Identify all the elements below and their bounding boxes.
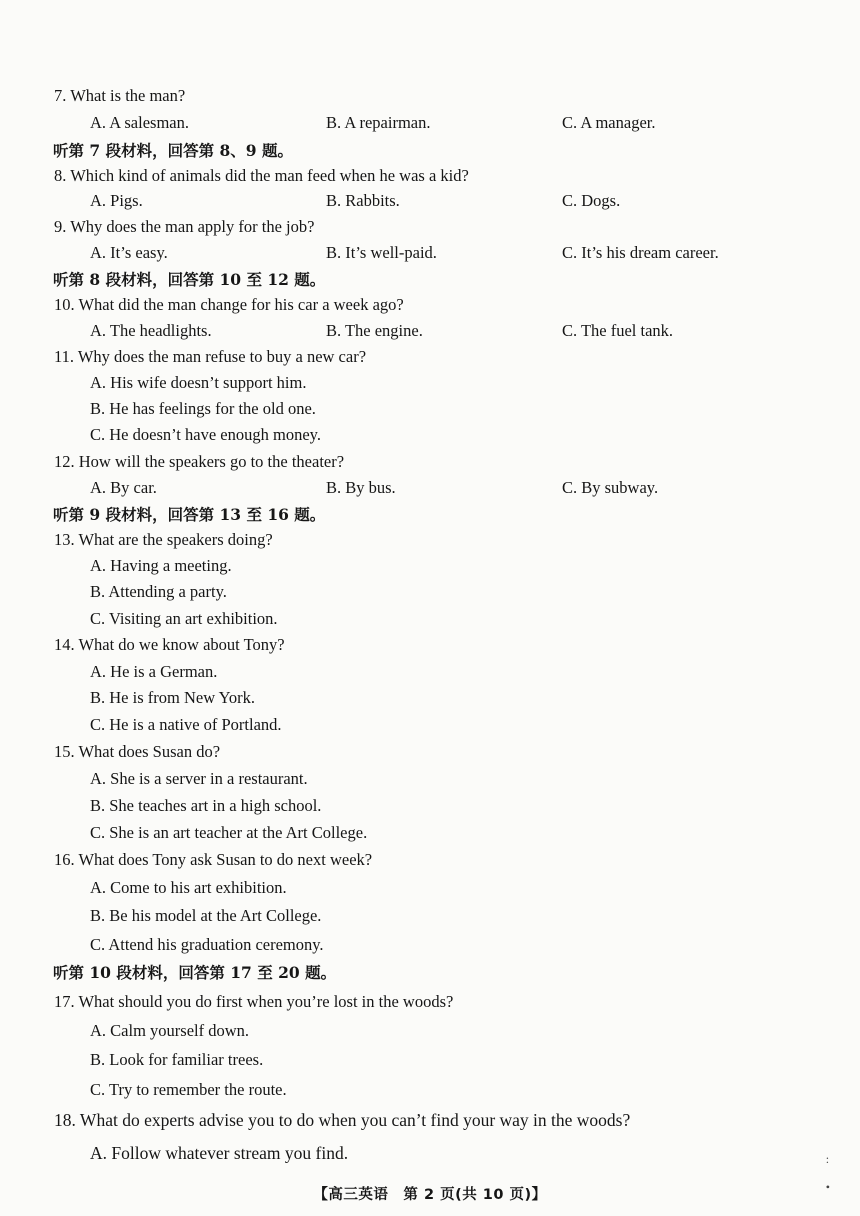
- option-a: A. It’s easy.: [90, 243, 168, 262]
- answer-option: C. Attend his graduation ceremony.: [90, 935, 324, 954]
- answer-option: B. Look for familiar trees.: [90, 1050, 264, 1069]
- question: 10. What did the man change for his car a week ago?: [54, 295, 404, 314]
- question: 7. What is the man?: [54, 86, 186, 105]
- answer-option: B. Attending a party.: [90, 582, 227, 601]
- answer-option: A. His wife doesn’t support him.: [90, 373, 307, 392]
- answer-option: A. Having a meeting.: [90, 556, 232, 575]
- answer-option: C. He is a native of Portland.: [90, 715, 282, 734]
- answer-option: A. He is a German.: [90, 662, 218, 681]
- section-instruction: 听第 8 段材料，回答第 10 至 12 题。: [53, 270, 326, 289]
- answer-option: B. Be his model at the Art College.: [90, 906, 322, 925]
- answer-option: A. Come to his art exhibition.: [90, 878, 287, 897]
- option-a: A. The headlights.: [90, 321, 212, 340]
- question: 13. What are the speakers doing?: [54, 530, 273, 549]
- margin-marks: : •: [825, 1152, 830, 1194]
- section-instruction: 听第 9 段材料，回答第 13 至 16 题。: [53, 505, 326, 524]
- answer-option: A. Follow whatever stream you find.: [90, 1143, 349, 1163]
- answer-option: C. Visiting an art exhibition.: [90, 609, 278, 628]
- option-c: C. The fuel tank.: [562, 321, 674, 340]
- question: 17. What should you do first when you’re lost in the woods?: [54, 992, 454, 1011]
- section-instruction: 听第 10 段材料，回答第 17 至 20 题。: [53, 963, 337, 982]
- question: 9. Why does the man apply for the job?: [54, 217, 315, 236]
- option-b: B. Rabbits.: [326, 191, 400, 210]
- answer-option: B. She teaches art in a high school.: [90, 796, 322, 815]
- question: 14. What do we know about Tony?: [54, 635, 285, 654]
- option-c: C. A manager.: [562, 113, 656, 132]
- option-c: C. Dogs.: [562, 191, 621, 210]
- answer-option: B. He is from New York.: [90, 688, 255, 707]
- answer-option: C. She is an art teacher at the Art College.: [90, 823, 368, 842]
- answer-option: B. He has feelings for the old one.: [90, 399, 316, 418]
- question: 11. Why does the man refuse to buy a new car?: [54, 347, 367, 366]
- section-instruction: 听第 7 段材料，回答第 8、9 题。: [53, 141, 293, 160]
- option-b: B. The engine.: [326, 321, 423, 340]
- question: 16. What does Tony ask Susan to do next week?: [54, 850, 373, 869]
- answer-option: A. She is a server in a restaurant.: [90, 769, 308, 788]
- option-a: A. Pigs.: [90, 191, 143, 210]
- option-a: A. By car.: [90, 478, 157, 497]
- answer-option: C. He doesn’t have enough money.: [90, 425, 321, 444]
- answer-option: C. Try to remember the route.: [90, 1080, 287, 1099]
- question: 12. How will the speakers go to the theater?: [54, 452, 345, 471]
- question: 8. Which kind of animals did the man feed when he was a kid?: [54, 166, 469, 185]
- option-b: B. A repairman.: [326, 113, 431, 132]
- option-b: B. It’s well-paid.: [326, 243, 437, 262]
- option-c: C. By subway.: [562, 478, 659, 497]
- page-footer: 【高三英语 第 2 页(共 10 页)】: [313, 1187, 547, 1203]
- question: 18. What do experts advise you to do when you can’t find your way in the woods?: [54, 1110, 631, 1130]
- option-c: C. It’s his dream career.: [562, 243, 719, 262]
- question: 15. What does Susan do?: [54, 742, 221, 761]
- answer-option: A. Calm yourself down.: [90, 1021, 250, 1040]
- option-b: B. By bus.: [326, 478, 396, 497]
- option-a: A. A salesman.: [90, 113, 189, 132]
